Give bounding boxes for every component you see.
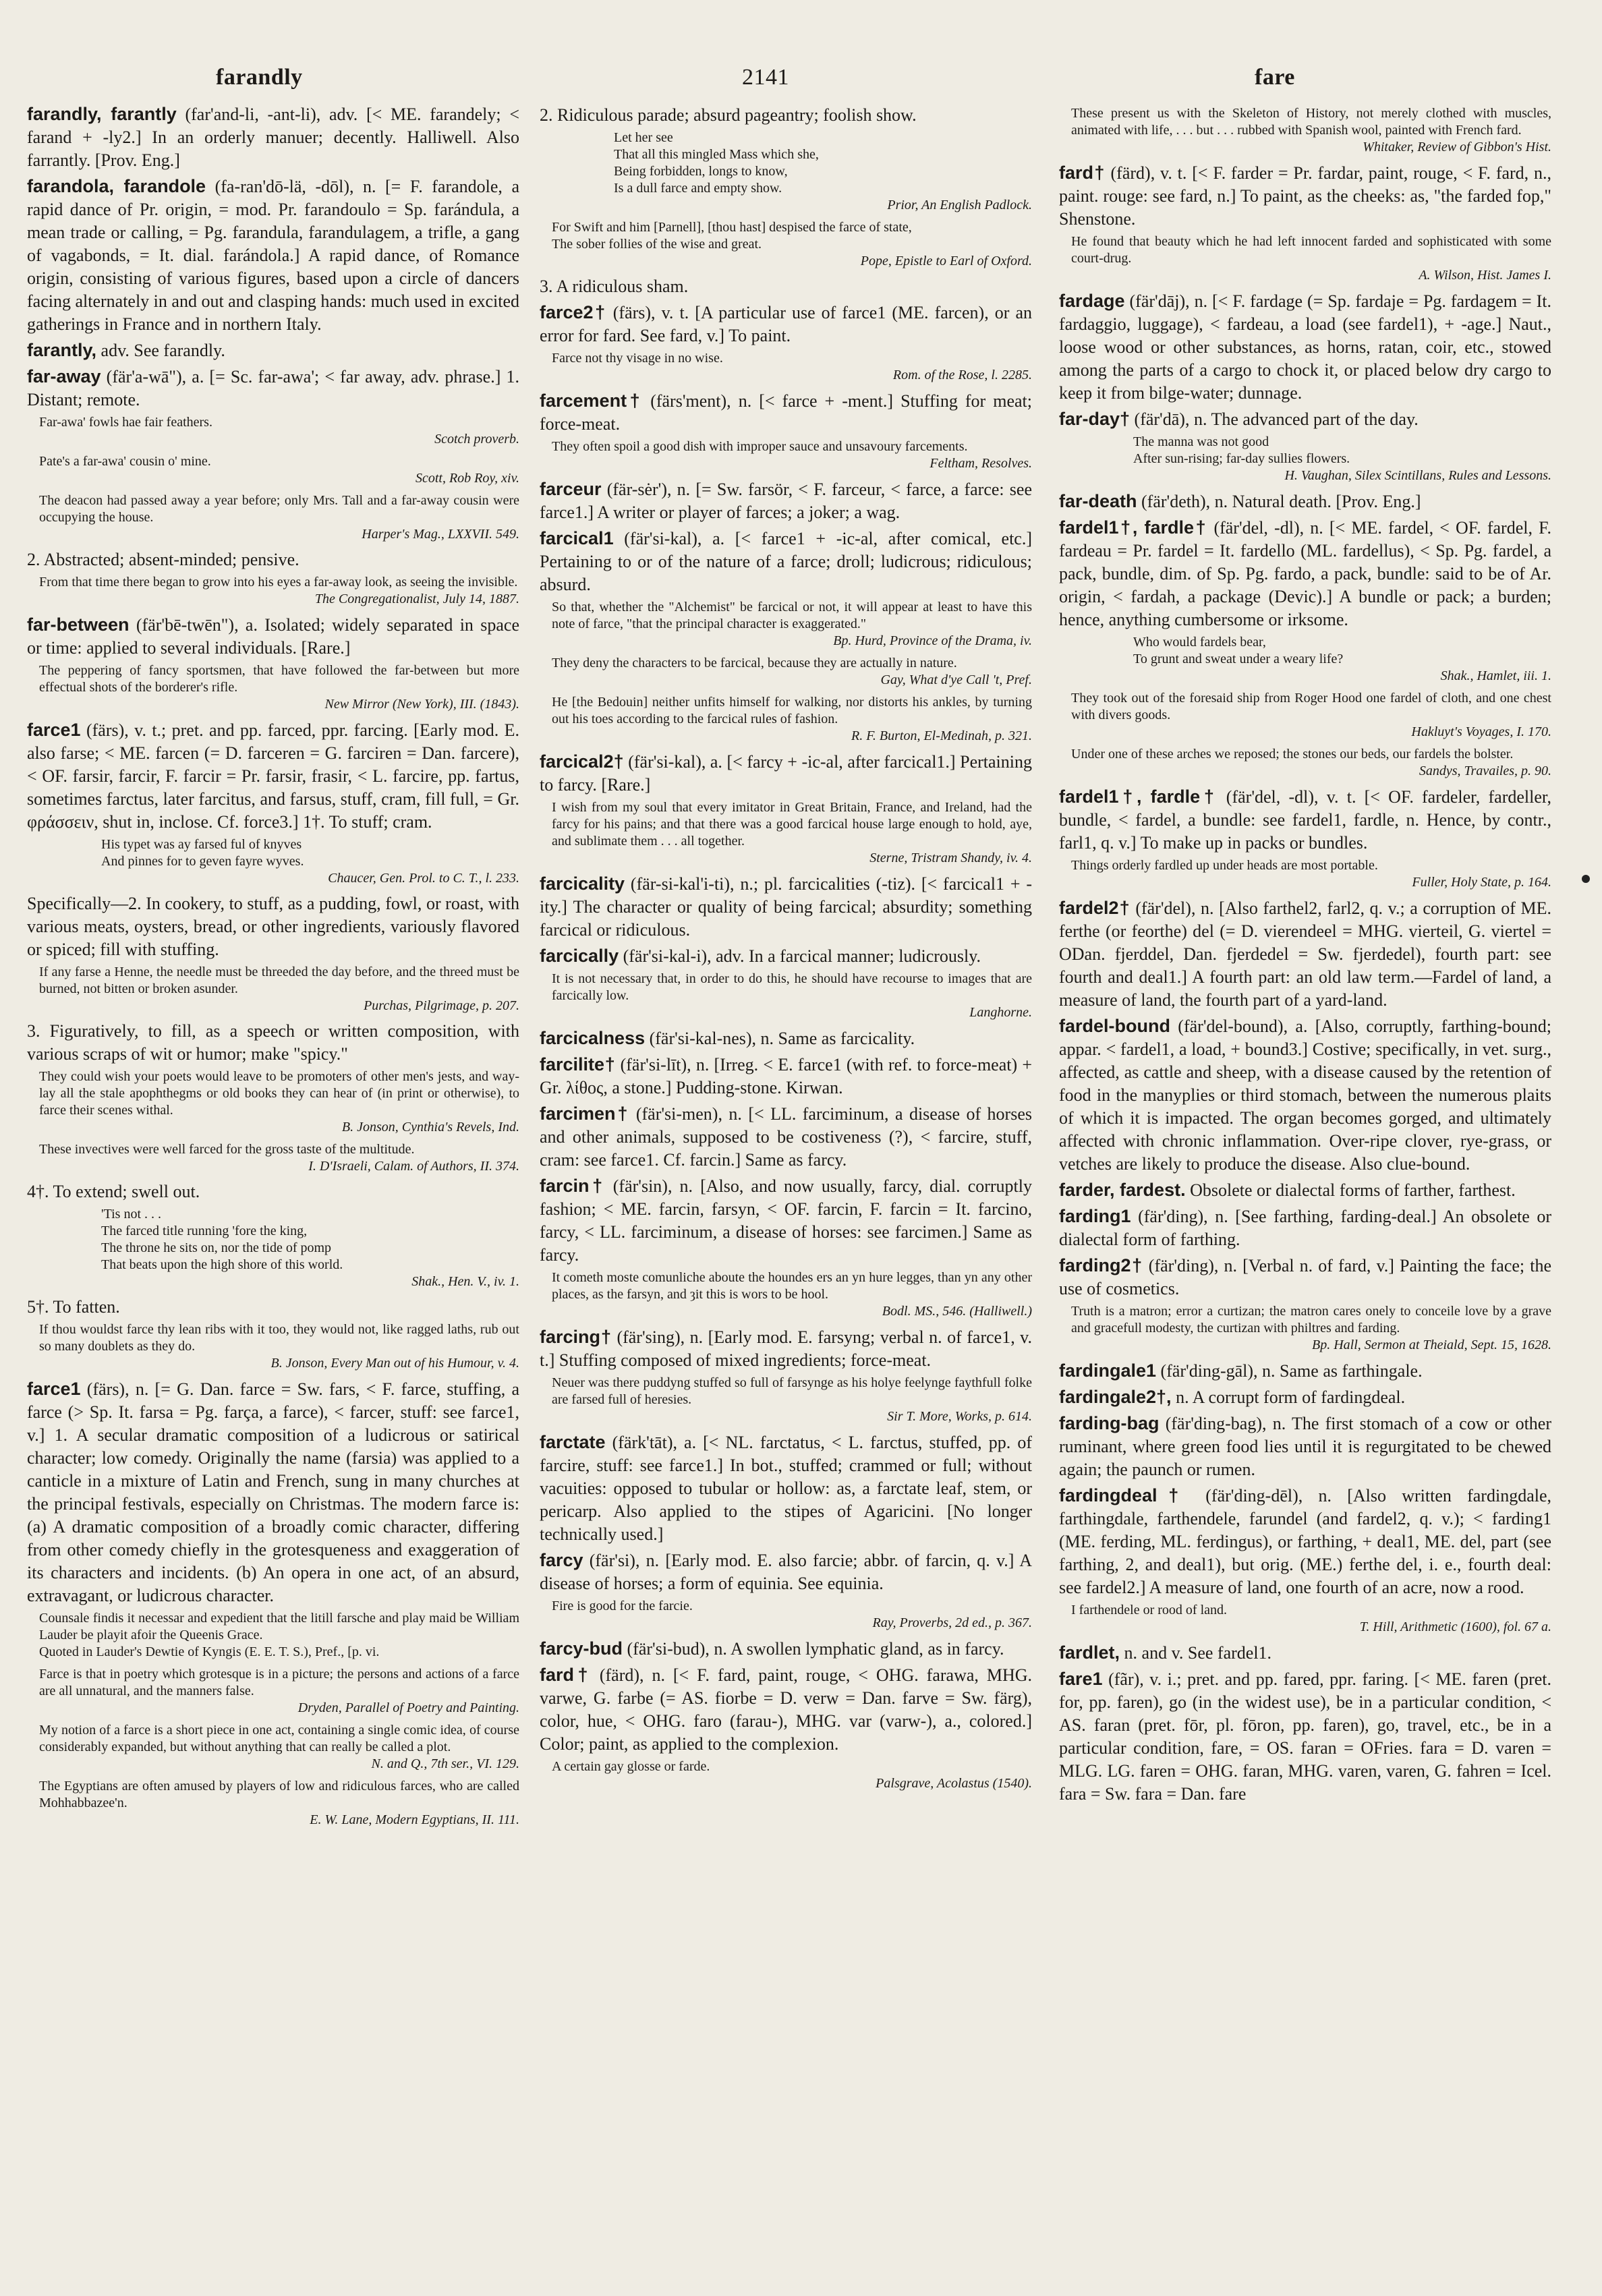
page-header — [0, 65, 1602, 98]
citation-source: Harper's Mag., LXXVII. 549. — [362, 527, 519, 542]
dictionary-entry — [1059, 1667, 1551, 1806]
entry-definition: (fär'dā), n. The advanced part of the day. — [1130, 409, 1419, 429]
citation-source: Scotch proverb. — [434, 432, 519, 447]
quotation — [39, 574, 519, 608]
column-3 — [1059, 103, 1551, 2274]
entry-definition: (fär-si-kal'i-ti), n.; pl. farcicalities (-tiz). [< farcical1 + -ity.] The character or quality of being farcical; absurdity; something farcical or ridiculous. — [540, 874, 1032, 940]
sense-definition: 5†. To fatten. — [27, 1297, 120, 1317]
verse-citation — [1133, 434, 1551, 484]
citation-source: Hakluyt's Voyages, I. 170. — [1411, 724, 1551, 739]
headword: farding1 — [1059, 1206, 1131, 1226]
citation-text: I wish from my soul that every imitator in Great Britain, France, and Ireland, had the farcy for his pains; and that there was a good farcical house large enough to hold, aye, and sublimate them . . . all together. — [552, 800, 1032, 849]
headword: farce2† — [540, 302, 607, 322]
dictionary-entry — [1059, 289, 1551, 405]
dictionary-entry — [540, 944, 1032, 968]
citation-source: Chaucer, Gen. Prol. to C. T., l. 233. — [328, 871, 519, 886]
dictionary-entry — [27, 175, 519, 336]
headword: farcy-bud — [540, 1638, 623, 1659]
entry-definition: (fär'ding-gāl), n. Same as farthingale. — [1156, 1361, 1423, 1381]
sense-definition: 2. Abstracted; absent-minded; pensive. — [27, 550, 299, 569]
entry-definition: n. A corrupt form of fardingdeal. — [1171, 1387, 1406, 1407]
dictionary-entry — [540, 1637, 1032, 1661]
citation-text: From that time there began to grow into his eyes a far-away look, as seeing the invisible. — [39, 575, 518, 590]
citation-source: Gay, What d'ye Call 't, Pref. — [880, 672, 1032, 687]
dictionary-entry — [540, 750, 1032, 797]
citation-text: Who would fardels bear, To grunt and sweat under a weary life? — [1133, 635, 1344, 666]
left-guide-word: farandly — [216, 65, 303, 90]
quotation — [552, 219, 1032, 270]
headword: farcical2† — [540, 751, 624, 772]
headword: farantly, — [27, 340, 97, 360]
entry-definition: n. and v. See fardel1. — [1120, 1643, 1272, 1663]
citation-source: Shak., Hamlet, iii. 1. — [1440, 668, 1551, 683]
dictionary-entry — [540, 1174, 1032, 1267]
citation-source: Sandys, Travailes, p. 90. — [1419, 764, 1551, 778]
entry-definition: (fär'si), n. [Early mod. E. also farcie; abbr. of farcin, q. v.] A disease of horses; a form of equinia. See equinia. — [540, 1551, 1032, 1593]
citation-text: 'Tis not . . . The farced title running 'fore the king, The throne he sits on, nor the tide of pomp That beats upon the high shore of this world. — [101, 1207, 343, 1272]
citation-text: They often spoil a good dish with improper sauce and unsavoury farcements. — [552, 439, 968, 454]
citation-text: Far-awa' fowls hae fair feathers. — [39, 415, 212, 430]
quotation — [39, 1666, 519, 1717]
entry-definition: (färk'tāt), a. [< NL. farctatus, < L. farctus, stuffed, pp. of farcire, stuff: see farce1.] In bot., stuffed; crammed or full; without vacuities: opposed to tubular or hollow: as, a farctate leaf, stem, or pericarp. Also applied to the stipes of Agaricini. [No longer technically used.] — [540, 1433, 1032, 1544]
dictionary-entry — [1059, 407, 1551, 431]
headword: far-away — [27, 366, 101, 386]
dictionary-entry — [1059, 896, 1551, 1012]
citation-source: Scott, Rob Roy, xiv. — [415, 471, 519, 486]
headword: farcement† — [540, 391, 643, 411]
headword: fardel1†, fardle† — [1059, 786, 1218, 807]
dictionary-entry — [1059, 1178, 1551, 1202]
dictionary-entry — [540, 389, 1032, 436]
headword: farandola, farandole — [27, 176, 206, 196]
citation-text: So that, whether the "Alchemist" be farcical or not, it will appear at least to have this note of farce, "that the principal character is exaggerated." — [552, 600, 1032, 631]
citation-text: These present us with the Skeleton of History, not merely clothed with muscles, animated with life, . . . but . . . rubbed with Spanish wool, painted with French fard. — [1071, 106, 1551, 138]
citation-source: Feltham, Resolves. — [929, 456, 1032, 471]
citation-source: Bp. Hurd, Province of the Drama, iv. — [833, 633, 1032, 648]
citation-source: Bodl. MS., 546. (Halliwell.) — [882, 1304, 1032, 1319]
dictionary-entry — [27, 613, 519, 660]
entry-definition: adv. See farandly. — [96, 341, 225, 360]
citation-source: Palsgrave, Acolastus (1540). — [876, 1776, 1032, 1791]
citation-source: Prior, An English Padlock. — [887, 198, 1032, 212]
citation-text: Things orderly fardled up under heads are most portable. — [1071, 858, 1378, 873]
citation-source: Whitaker, Review of Gibbon's Hist. — [1363, 140, 1551, 154]
headword: farce1 — [27, 720, 81, 740]
citation-source: B. Jonson, Every Man out of his Humour, v. 4. — [270, 1356, 519, 1371]
quotation — [1071, 233, 1551, 284]
margin-mark — [1582, 875, 1590, 883]
quotation — [1071, 690, 1551, 741]
citation-source: T. Hill, Arithmetic (1600), fol. 67 a. — [1359, 1619, 1551, 1634]
sense-definition: 3. A ridiculous sham. — [540, 277, 689, 296]
entry-definition: (fa-ran'dō-lä, -dōl), n. [= F. farandole, a rapid dance of Pr. origin, = mod. Pr. farandoulo = Sp. farándula, a mean trade or calling, = Pg. farandula, farandulagem, a trifle, a gang of vagabonds, = It. dial. farándola.] A rapid dance, of Romance origin, consisting of various figures, based upon a circle of dancers facing alternately in and out and clasping hands: much used in excited gatherings in France and in northern Italy. — [27, 177, 519, 334]
headword: fard† — [1059, 163, 1106, 183]
headword: fard† — [540, 1665, 592, 1685]
entry-definition: (fär'bē-twēn"), a. Isolated; widely separated in space or time: applied to several individuals. [Rare.] — [27, 615, 519, 658]
quotation — [39, 1722, 519, 1773]
dictionary-entry — [540, 1663, 1032, 1756]
quotation — [552, 1269, 1032, 1320]
right-guide-word: fare — [1255, 65, 1295, 90]
citation-source: R. F. Burton, El-Medinah, p. 321. — [851, 728, 1032, 743]
quotation — [39, 492, 519, 543]
headword: farcicality — [540, 873, 625, 894]
dictionary-entry — [1059, 1412, 1551, 1481]
citation-text: Fire is good for the farcie. — [552, 1599, 693, 1613]
citation-text: The manna was not good After sun-rising; far-day sullies flowers. — [1133, 434, 1350, 466]
citation-text: They took out of the foresaid ship from Roger Hood one fardel of cloth, and one chest with divers goods. — [1071, 691, 1551, 722]
citation-source: Dryden, Parallel of Poetry and Painting. — [297, 1700, 519, 1715]
quotation — [39, 1610, 519, 1661]
citation-source: H. Vaughan, Silex Scintillans, Rules and Lessons. — [1284, 468, 1551, 483]
quotation — [552, 1758, 1032, 1792]
column-2 — [540, 103, 1032, 2274]
headword: farandly, farantly — [27, 104, 177, 124]
quotation — [552, 599, 1032, 650]
dictionary-entry — [1059, 161, 1551, 231]
headword: fardingale2†, — [1059, 1387, 1172, 1407]
entry-definition: (fär'ding-bag), n. The first stomach of a cow or other ruminant, where green food lies until it is regurgitated to be chewed again; the paunch or rumen. — [1059, 1414, 1551, 1479]
citation-text: Farce is that in poetry which grotesque is in a picture; the persons and actions of a farce are all unnatural, and the manners false. — [39, 1667, 519, 1698]
citation-source: Ray, Proverbs, 2d ed., p. 367. — [872, 1615, 1032, 1630]
citation-text: If thou wouldst farce thy lean ribs with it too, they would not, like ragged laths, rub out so many doublets as they do. — [39, 1322, 519, 1354]
quotation — [39, 414, 519, 448]
headword: far-day† — [1059, 409, 1131, 429]
citation-text: The peppering of fancy sportsmen, that have followed the far-between but more effectual shots of the borderer's rifle. — [39, 663, 519, 695]
headword: far-between — [27, 614, 130, 635]
verse-citation — [101, 836, 519, 887]
citation-text: Under one of these arches we reposed; the stones our beds, our fardels the bolster. — [1071, 747, 1514, 762]
headword: farcy — [540, 1550, 583, 1570]
quotation — [39, 662, 519, 713]
dictionary-entry — [1059, 1484, 1551, 1599]
headword: fardel2† — [1059, 898, 1131, 918]
citation-text: They deny the characters to be farcical, because they are actually in nature. — [552, 656, 957, 670]
quotation — [1071, 857, 1551, 891]
quotation — [1071, 1303, 1551, 1354]
headword: farctate — [540, 1432, 606, 1452]
entry-definition: (färs), v. t. [A particular use of farce1 (ME. farcen), or an error for fard. See fard, v.] To paint. — [540, 303, 1032, 345]
entry-definition: (fär'a-wā"), a. [= Sc. far-awa'; < far away, adv. phrase.] 1. Distant; remote. — [27, 367, 519, 409]
entry-definition: (fär'del, -dl), v. t. [< OF. fardeler, fardeller, bundle, < fardel, a bundle: see fardel1, fardle, n. Hence, by contr., farl1, q. v.] To make up in packs or bundles. — [1059, 787, 1551, 853]
citation-text: Let her see That all this mingled Mass which she, Being forbidden, longs to know, Is a dull farce and empty show. — [614, 130, 819, 196]
dictionary-entry — [540, 527, 1032, 596]
headword: farcicalness — [540, 1028, 646, 1048]
headword: farceur — [540, 479, 602, 499]
entry-definition: (färs), v. t.; pret. and pp. farced, ppr. farcing. [Early mod. E. also farse; < ME. farcen (= D. farceren = G. farciren = Dan. farcere), < OF. farsir, farcir, F. farcir = Pr. farsir, frasir, < L. farcire, pp. fartus, sometimes farctus, later farcitus, and farsus, stuff, cram, fill full, = Gr. φράσσειν, shut in, inclose. Cf. force3.] 1†. To stuff; cram. — [27, 720, 519, 832]
dictionary-entry — [1059, 490, 1551, 513]
verse-citation — [614, 130, 1032, 214]
quotation — [552, 1375, 1032, 1425]
quotation — [1071, 1602, 1551, 1636]
citation-text: He [the Bedouin] neither unfits himself for walking, nor distorts his ankles, by turning out his toes according to the farcical rules of fashion. — [552, 695, 1032, 726]
entry-definition: (fär'si-kal-nes), n. Same as farcicality. — [645, 1029, 915, 1048]
dictionary-entry — [27, 365, 519, 411]
sense-definition: 4†. To extend; swell out. — [27, 1182, 200, 1201]
citation-source: Langhorne. — [969, 1005, 1032, 1020]
dictionary-entry — [1059, 785, 1551, 855]
citation-text: Farce not thy visage in no wise. — [552, 351, 723, 366]
headword: fardlet, — [1059, 1642, 1120, 1663]
quotation — [39, 1778, 519, 1829]
entry-definition: (fär'si-kal-i), adv. In a farcical manner; ludicrously. — [619, 946, 981, 966]
entry-definition: Obsolete or dialectal forms of farther, farthest. — [1185, 1180, 1516, 1200]
dictionary-entry — [1059, 516, 1551, 631]
dictionary-entry — [540, 1325, 1032, 1372]
sense-definition: Specifically—2. In cookery, to stuff, as a pudding, fowl, or roast, with various meats, oysters, bread, or other ingredients, variously flavored or spiced; fill with stuffing. — [27, 894, 519, 959]
citation-source: Rom. of the Rose, l. 2285. — [892, 368, 1032, 382]
quotation — [552, 350, 1032, 384]
entry-definition: (färs'ment), n. [< farce + -ment.] Stuffing for meat; force-meat. — [540, 391, 1032, 434]
citation-text: He found that beauty which he had left innocent farded and sophisticated with some court-drug. — [1071, 234, 1551, 266]
dictionary-entry — [540, 1549, 1032, 1595]
citation-text: The Egyptians are often amused by players of low and ridiculous farces, who are called Mohhabbazee'n. — [39, 1779, 519, 1810]
headword: fardel-bound — [1059, 1016, 1170, 1036]
entry-definition: (far'and-li, -ant-li), adv. [< ME. farandely; < farand + -ly2.] In an orderly manuer; decently. Halliwell. Also farrantly. [Prov. Eng.] — [27, 105, 519, 170]
headword: farcimen† — [540, 1103, 630, 1124]
citation-source: E. W. Lane, Modern Egyptians, II. 111. — [310, 1812, 519, 1827]
dictionary-entry — [540, 1053, 1032, 1099]
citation-text: For Swift and him [Parnell], [thou hast] despised the farce of state, The sober follies of the wise and great. — [552, 220, 912, 252]
entry-definition: (fär'deth), n. Natural death. [Prov. Eng.] — [1137, 492, 1421, 511]
citation-text: They could wish your poets would leave to be promoters of other men's jests, and way-lay all the stale apophthegms or old books they can hear of (in print or otherwise), to farce their scenes withal. — [39, 1069, 519, 1118]
entry-definition: (fär'dāj), n. [< F. fardage (= Sp. fardaje = Pg. fardagem = It. fardaggio, luggage), < fardeau, a load (see fardel1), + -age.] Naut., loose wood or other substances, as horns, ratan, coir, etc., stowed among the parts of a cargo to chock it, or placed below dry cargo to keep it from bilge-water; dunnage. — [1059, 291, 1551, 403]
headword: farcin† — [540, 1176, 606, 1196]
citation-text: Neuer was there puddyng stuffed so full of farsynge as his holye feelynge faythfull folke are farsed full of heresies. — [552, 1375, 1032, 1407]
dictionary-entry — [27, 1377, 519, 1607]
dictionary-entry — [27, 103, 519, 172]
entry-definition: (fär'si-kal), a. [< farce1 + -ic-al, after comical, etc.] Pertaining to or of the nature of a farce; droll; ludicrous; ridiculous; absurd. — [540, 529, 1032, 594]
headword: farcilite† — [540, 1054, 616, 1074]
entry-definition: (fär'sin), n. [Also, and now usually, farcy, dial. corruptly fashion; < ME. farcin, farsyn, < OF. farcin, F. farcin = It. farcino, farcy, < LL. farciminum, a disease of horses: see farcimen.] Same as farcy. — [540, 1176, 1032, 1265]
citation-source: Sir T. More, Works, p. 614. — [887, 1409, 1032, 1424]
entry-definition: (fär'ding), n. [See farthing, farding-deal.] An obsolete or dialectal form of farthing. — [1059, 1207, 1551, 1249]
entry-definition: (fär-sėr'), n. [= Sw. farsör, < F. farceur, < farce, a farce: see farce1.] A writer or player of farces; a joker; a wag. — [540, 480, 1032, 522]
quotation — [552, 799, 1032, 867]
dictionary-entry — [1059, 1254, 1551, 1300]
citation-text: I farthendele or rood of land. — [1071, 1603, 1228, 1617]
dictionary-entry — [1059, 1385, 1551, 1409]
dictionary-entry — [1059, 1014, 1551, 1176]
citation-text: The deacon had passed away a year before; only Mrs. Tall and a far-away cousin were occupying the house. — [39, 493, 519, 525]
dictionary-entry — [27, 339, 519, 362]
headword: farce1 — [27, 1379, 81, 1399]
headword: farding2† — [1059, 1255, 1143, 1275]
headword: farcing† — [540, 1327, 612, 1347]
quotation — [39, 453, 519, 487]
citation-text: If any farse a Henne, the needle must be threeded the day before, and the threed must be burned, not bitten or broken asunder. — [39, 965, 519, 996]
dictionary-entry — [540, 1431, 1032, 1546]
citation-text: It cometh moste comunliche aboute the houndes ers an yn hure legges, than yn any other places, as the farsyn, and ȝit this is wors to be hool. — [552, 1270, 1032, 1302]
citation-source: I. D'Israeli, Calam. of Authors, II. 374. — [308, 1159, 519, 1174]
sense-definition: 2. Ridiculous parade; absurd pageantry; foolish show. — [540, 105, 917, 125]
entry-definition: (fãr), v. i.; pret. and pp. fared, ppr. faring. [< ME. faren (pret. for, pp. faren), go (in the widest use), be in a particular condition, < AS. faran (pret. fōr, pl. fōron, pp. faren), go, travel, etc., be in a particular condition, fare, = OS. faran = OFries. fara = D. varen = MLG. LG. faren = OHG. faran, MHG. varen, varen, G. fahren = Icel. fara = Sw. fara = Dan. fare — [1059, 1669, 1551, 1804]
dictionary-entry — [540, 1102, 1032, 1172]
citation-source: N. and Q., 7th ser., VI. 129. — [371, 1756, 519, 1771]
quotation — [552, 655, 1032, 689]
entry-definition: (färd), n. [< F. fard, paint, rouge, < OHG. farawa, MHG. varwe, G. farbe (= AS. fiorbe = D. verw = Dan. farve = Sw. färg), color, hue, < OHG. faro (farau-), MHG. var (varw-), a., colored.] Color; paint, as applied to the complexion. — [540, 1665, 1032, 1754]
entry-definition: (fär'si-kal), a. [< farcy + -ic-al, after farcical1.] Pertaining to farcy. [Rare.] — [540, 752, 1032, 795]
quotation — [39, 1321, 519, 1372]
quotation — [39, 964, 519, 1014]
sense-definition: 3. Figuratively, to fill, as a speech or written composition, with various scraps of wit or humor; make "spicy." — [27, 1021, 519, 1064]
citation-text: It is not necessary that, in order to do this, he should have recourse to images that are farcically low. — [552, 971, 1032, 1003]
entry-definition: (färs), n. [= G. Dan. farce = Sw. fars, < F. farce, stuffing, a farce (> Sp. It. farsa = Pg. farça, a farce), < farcer, stuff: see farce1, v.] 1. A secular dramatic composition of a ludicrous or satirical character; low comedy. Originally the name (farsia) was applied to a canticle in a mixture of Latin and French, sung in many churches at the principal festivals, especially on Christmas. The modern farce is: (a) A dramatic composition of a broadly comic character, differing from other comedy chiefly in the grotesqueness and exaggeration of its characters and incidents. (b) An opera in one act, of an absurd, extravagant, or ludicrous character. — [27, 1379, 519, 1605]
citation-source: Shak., Hen. V., iv. 1. — [411, 1274, 519, 1289]
dictionary-entry — [540, 301, 1032, 347]
headword: farcically — [540, 946, 619, 966]
verse-citation — [1133, 634, 1551, 685]
page-number: 2141 — [742, 65, 789, 90]
quotation — [1071, 746, 1551, 780]
quotation — [1071, 105, 1551, 156]
dictionary-entry — [1059, 1641, 1551, 1665]
citation-text: A certain gay glosse or farde. — [552, 1759, 710, 1774]
citation-text: Pate's a far-awa' cousin o' mine. — [39, 454, 211, 469]
citation-text: Truth is a matron; error a curtizan; the matron cares onely to conceile love by a grave and gracefull modesty, the curtizan with philtres and farding. — [1071, 1304, 1551, 1336]
entry-definition: (fär'si-bud), n. A swollen lymphatic gland, as in farcy. — [623, 1639, 1004, 1659]
quotation — [552, 1598, 1032, 1632]
entry-definition: (fär'sing), n. [Early mod. E. farsyng; verbal n. of farce1, v. t.] Stuffing composed of mixed ingredients; force-meat. — [540, 1327, 1032, 1370]
quotation — [552, 971, 1032, 1021]
citation-text: His typet was ay farsed ful of knyves And pinnes for to geven fayre wyves. — [101, 837, 304, 869]
dictionary-entry — [27, 718, 519, 834]
citation-source: The Congregationalist, July 14, 1887. — [314, 592, 519, 606]
entry-definition: (fär'del), n. [Also farthel2, farl2, q. v.; a corruption of ME. ferthe (or feorthe) del (= D. vierendeel = MHG. vierteil, G. viertel = ODan. fjerddel, Dan. fjerdedel = Sw. fjerdedel), fourth part: see fourth and deal1.] A fourth part: an old law term.—Fardel of land, a measure of land, the fourth part of a yard-land. — [1059, 898, 1551, 1010]
verse-citation — [101, 1206, 519, 1290]
dictionary-entry — [540, 872, 1032, 942]
headword: farder, fardest. — [1059, 1180, 1186, 1200]
dictionary-entry — [540, 1027, 1032, 1050]
entry-definition: (fär'ding), n. [Verbal n. of fard, v.] Painting the face; the use of cosmetics. — [1059, 1256, 1551, 1298]
headword: far-death — [1059, 491, 1137, 511]
headword: fare1 — [1059, 1669, 1103, 1689]
citation-text: Counsale findis it necessar and expedient that the litill farsche and play maid be William Lauder be playit afoir the Queenis Grace. Quoted in Lauder's Dewtie of Kyngis (E. E. T. S.), Pref., [p. vi. — [39, 1611, 519, 1659]
citation-source: B. Jonson, Cynthia's Revels, Ind. — [341, 1120, 519, 1135]
citation-source: Bp. Hall, Sermon at Theiald, Sept. 15, 1628. — [1312, 1338, 1551, 1352]
headword: farcical1 — [540, 528, 614, 548]
quotation — [552, 438, 1032, 472]
entry-definition: (fär'del, -dl), n. [< ME. fardel, < OF. fardel, F. fardeau = Pr. fardel = It. fardello (ML. fardellus), < Sp. Pg. fardel, a pack, bundle, dim. of Sp. Pg. fardo, a pack, bundle: said to be of Ar. origin, < fardah, a package (Devic).] A bundle or pack; a burden; hence, anything cumbersome or irksome. — [1059, 518, 1551, 629]
citation-text: These invectives were well farced for the gross taste of the multitude. — [39, 1142, 415, 1157]
quotation — [39, 1068, 519, 1136]
citation-source: Sterne, Tristram Shandy, iv. 4. — [869, 851, 1032, 865]
dictionary-entry — [1059, 1359, 1551, 1383]
citation-source: Purchas, Pilgrimage, p. 207. — [364, 998, 519, 1013]
citation-source: New Mirror (New York), III. (1843). — [324, 697, 519, 712]
entry-definition: (fär'del-bound), a. [Also, corruptly, farthing-bound; appar. < fardel1, a load, + bound3.] Costive; specifically, in vet. surg., affected, as cattle and sheep, with a disease caused by the retention of food in the manyplies or third stomach, between the numerous plaits of which it is impacted. The organ becomes gorged, and ultimately affected with chronic inflammation. Over-ripe clover, rye-grass, or vetches are likely to produce the disease. Also clue-bound. — [1059, 1016, 1551, 1174]
dictionary-entry — [540, 478, 1032, 524]
column-1 — [27, 103, 519, 2274]
quotation — [39, 1141, 519, 1175]
headword: fardel1†, fardle† — [1059, 517, 1208, 538]
entry-definition: (fär'si-līt), n. [Irreg. < E. farce1 (with ref. to force-meat) + Gr. λίθος, a stone.] Pudding-stone. Kirwan. — [540, 1055, 1032, 1097]
quotation — [552, 694, 1032, 745]
citation-text: My notion of a farce is a short piece in one act, containing a single comic idea, of course considerably expanded, but without anything that can really be called a plot. — [39, 1723, 519, 1754]
headword: fardingale1 — [1059, 1360, 1157, 1381]
entry-definition: (fär'si-men), n. [< LL. farciminum, a disease of horses and other animals, supposed to be costiveness (?), < farcire, stuff, cram: see farce1. Cf. farcin.] Same as farcy. — [540, 1104, 1032, 1170]
citation-source: Fuller, Holy State, p. 164. — [1412, 875, 1551, 890]
entry-definition: (fär'ding-dēl), n. [Also written fardingdale, farthingdale, farthendele, farundel (and fardel2, q. v.); < farding1 (ME. ferding, ML. ferdingus), or farthing, + deal1, ME. del, part (see farthing, 2, and deal1), but orig. (ME.) ferthe del, i. e., fourth deal: see fardel2.] A measure of land, one fourth of an acre, now a rood. — [1059, 1486, 1551, 1597]
headword: farding-bag — [1059, 1413, 1160, 1433]
headword: fardingdeal† — [1059, 1485, 1191, 1505]
dictionary-entry — [1059, 1205, 1551, 1251]
citation-source: Pope, Epistle to Earl of Oxford. — [860, 254, 1032, 268]
citation-source: A. Wilson, Hist. James I. — [1419, 268, 1551, 283]
headword: fardage — [1059, 291, 1125, 311]
entry-definition: (färd), v. t. [< F. farder = Pr. fardar, paint, rouge, < F. fard, n., paint. rouge: see fard, n.] To paint, as the cheeks: as, "the farded fop," Shenstone. — [1059, 163, 1551, 229]
